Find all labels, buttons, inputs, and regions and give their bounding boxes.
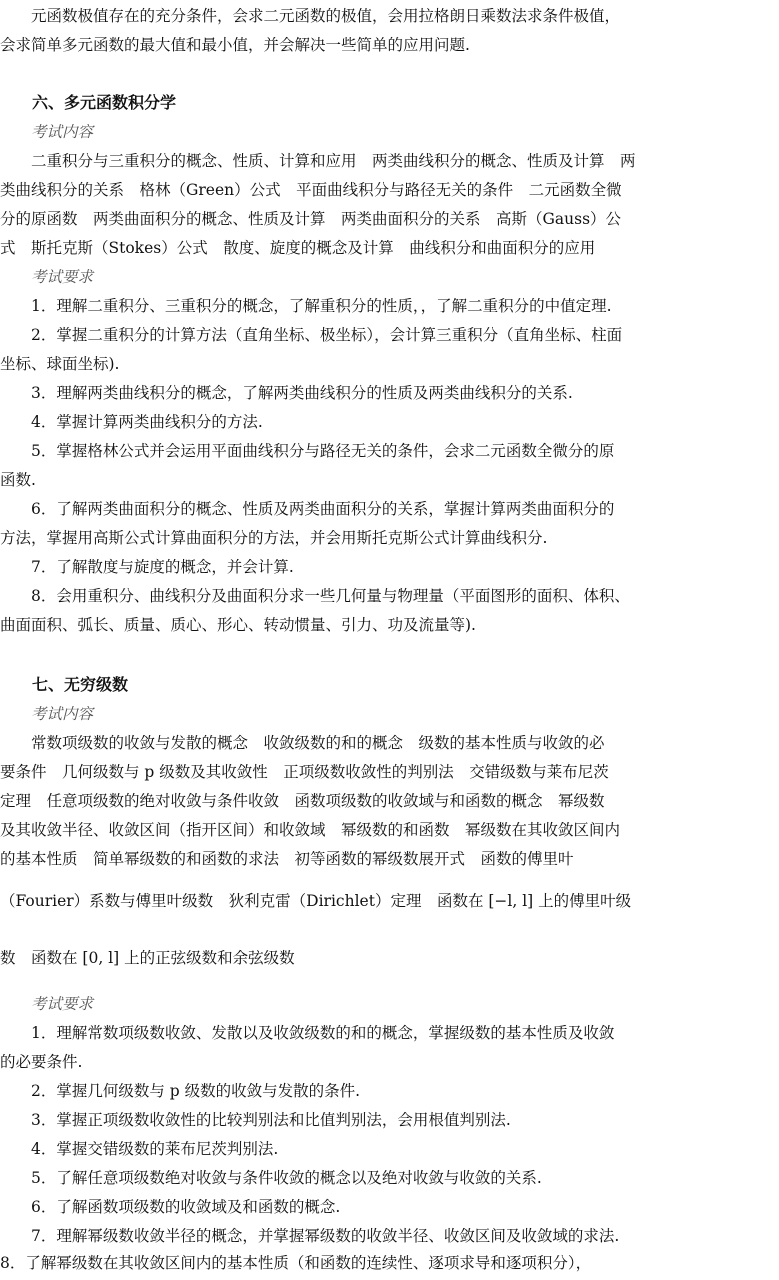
requirement-line: 坐标、球面坐标). [0,355,120,373]
requirement-line: 7．了解散度与旋度的概念，并会计算. [0,558,294,576]
paragraph-line: 元函数极值存在的充分条件，会求二元函数的极值，会用拉格朗日乘数法求条件极值， [0,7,621,25]
paragraph-line: 要条件 几何级数与 p 级数及其收敛性 正项级数收敛性的判别法 交错级数与莱布尼茨 [0,763,609,781]
paragraph-line: 分的原函数 两类曲面积分的概念、性质及计算 两类曲面积分的关系 高斯（Gauss）公 [0,210,622,228]
content-label: 考试内容 [0,705,94,723]
requirement-line: 4．掌握计算两类曲线积分的方法. [0,413,263,431]
requirements-label: 考试要求 [0,268,94,286]
requirement-line: 2．掌握二重积分的计算方法（直角坐标、极坐标），会计算三重积分（直角坐标、柱面 [0,326,623,344]
requirement-line: 5．掌握格林公式并会运用平面曲线积分与路径无关的条件，会求二元函数全微分的原 [0,442,615,460]
requirements-label: 考试要求 [0,995,94,1013]
requirement-line: 8．了解幂级数在其收敛区间内的基本性质（和函数的连续性、逐项求导和逐项积分）， [0,1254,592,1272]
requirement-line: 曲面面积、弧长、质量、质心、形心、转动惯量、引力、功及流量等). [0,616,476,634]
requirement-line: 3．理解两类曲线积分的概念，了解两类曲线积分的性质及两类曲线积分的关系. [0,384,573,402]
paragraph-line: 式 斯托克斯（Stokes）公式 散度、旋度的概念及计算 曲线积分和曲面积分的应用 [0,239,596,257]
requirement-line: 3．掌握正项级数收敛性的比较判别法和比值判别法，会用根值判别法. [0,1111,511,1129]
section-heading: 六、多元函数积分学 [0,93,177,112]
requirement-line: 5．了解任意项级数绝对收敛与条件收敛的概念以及绝对收敛与收敛的关系. [0,1169,542,1187]
paragraph-line: 常数项级数的收敛与发散的概念 收敛级数的和的概念 级数的基本性质与收敛的必 [0,734,605,752]
section-heading: 七、无穷级数 [0,675,129,694]
requirement-line: 的必要条件. [0,1053,83,1071]
paragraph-line: 二重积分与三重积分的概念、性质、计算和应用 两类曲线积分的概念、性质及计算 两 [0,152,636,170]
requirement-line: 方法，掌握用高斯公式计算曲面积分的方法，并会用斯托克斯公式计算曲线积分. [0,529,548,547]
paragraph-line: 会求简单多元函数的最大值和最小值，并会解决一些简单的应用问题. [0,36,470,54]
content-label: 考试内容 [0,123,94,141]
requirement-line: 1．理解常数项级数收敛、发散以及收敛级数的和的概念，掌握级数的基本性质及收敛 [0,1024,615,1042]
paragraph-line: （Fourier）系数与傅里叶级数 狄利克雷（Dirichlet）定理 函数在 [−l, l] 上的傅里叶级 [0,892,632,910]
paragraph-line: 及其收敛半径、收敛区间（指开区间）和收敛域 幂级数的和函数 幂级数在其收敛区间内 [0,821,621,839]
requirement-line: 4．掌握交错级数的莱布尼茨判别法. [0,1140,279,1158]
requirement-line: 2．掌握几何级数与 p 级数的收敛与发散的条件. [0,1082,361,1100]
paragraph-line: 的基本性质 简单幂级数的和函数的求法 初等函数的幂级数展开式 函数的傅里叶 [0,850,574,868]
requirement-line: 6．了解两类曲面积分的概念、性质及两类曲面积分的关系，掌握计算两类曲面积分的 [0,500,615,518]
paragraph-line: 数 函数在 [0, l] 上的正弦级数和余弦级数 [0,949,295,967]
requirement-line: 8．会用重积分、曲线积分及曲面积分求一些几何量与物理量（平面图形的面积、体积、 [0,587,630,605]
paragraph-line: 定理 任意项级数的绝对收敛与条件收敛 函数项级数的收敛域与和函数的概念 幂级数 [0,792,605,810]
requirement-line: 函数. [0,471,36,489]
requirement-line: 6．了解函数项级数的收敛域及和函数的概念. [0,1198,341,1216]
paragraph-line: 类曲线积分的关系 格林（Green）公式 平面曲线积分与路径无关的条件 二元函数全微 [0,181,622,199]
requirement-line: 1．理解二重积分、三重积分的概念，了解重积分的性质，，了解二重积分的中值定理. [0,297,612,315]
requirement-line: 7．理解幂级数收敛半径的概念，并掌握幂级数的收敛半径、收敛区间及收敛域的求法. [0,1227,620,1245]
